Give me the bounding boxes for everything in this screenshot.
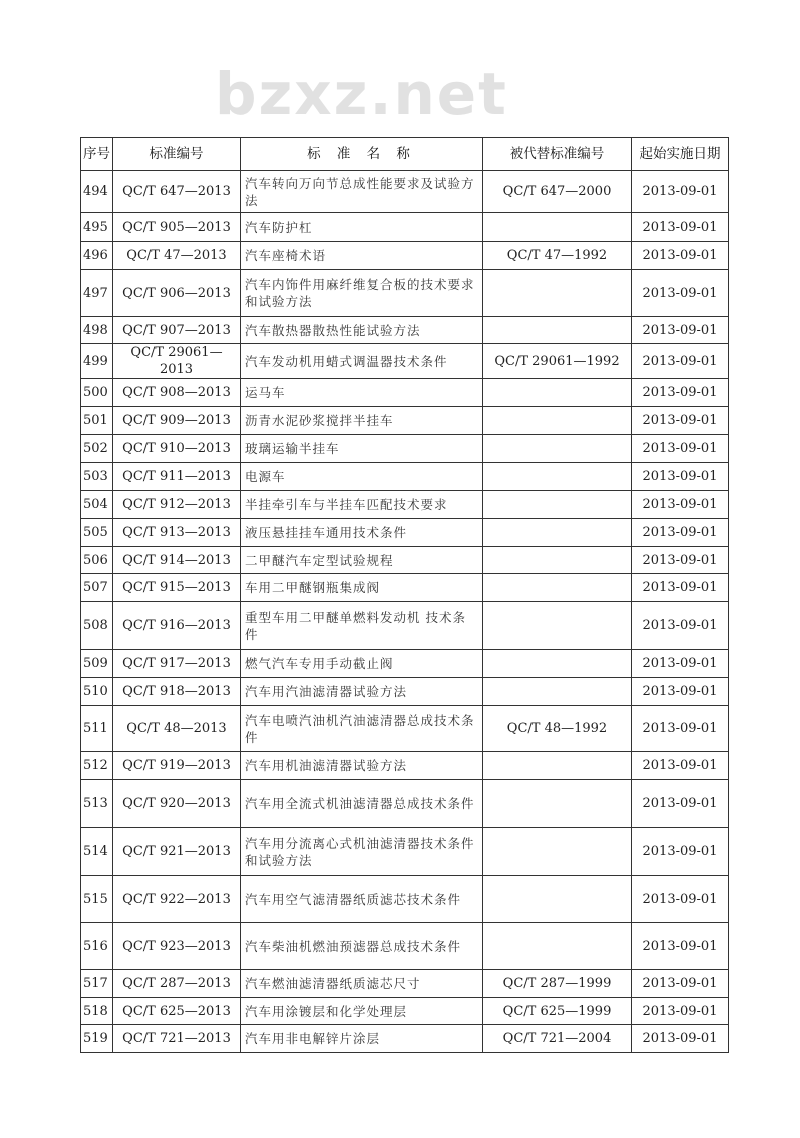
effective-date: 2013-09-01 — [632, 780, 729, 828]
table-row — [81, 242, 729, 270]
row-number: 497 — [81, 270, 113, 317]
row-number: 500 — [81, 379, 113, 407]
standard-code: QC/T 915—2013 — [113, 574, 241, 602]
standard-name: 汽车转向万向节总成性能要求及试验方法 — [241, 171, 483, 213]
standard-name: 半挂牵引车与半挂车匹配技术要求 — [241, 491, 483, 519]
standard-code: QC/T 906—2013 — [113, 270, 241, 317]
row-number: 519 — [81, 1025, 113, 1053]
table-row — [81, 970, 729, 998]
effective-date: 2013-09-01 — [632, 242, 729, 270]
table-row — [81, 491, 729, 519]
standard-code: QC/T 921—2013 — [113, 828, 241, 876]
effective-date: 2013-09-01 — [632, 463, 729, 491]
standard-code: QC/T 47—2013 — [113, 242, 241, 270]
replaced-standard: QC/T 647—2000 — [483, 171, 632, 213]
standard-name: 燃气汽车专用手动截止阀 — [241, 650, 483, 678]
row-number: 518 — [81, 998, 113, 1025]
row-number: 512 — [81, 752, 113, 780]
effective-date: 2013-09-01 — [632, 171, 729, 213]
standard-name: 汽车电喷汽油机汽油滤清器总成技术条件 — [241, 706, 483, 752]
replaced-standard — [483, 923, 632, 970]
row-number: 505 — [81, 519, 113, 547]
effective-date: 2013-09-01 — [632, 923, 729, 970]
table-row — [81, 923, 729, 970]
row-number: 503 — [81, 463, 113, 491]
table-row — [81, 650, 729, 678]
effective-date: 2013-09-01 — [632, 998, 729, 1025]
replaced-standard: QC/T 287—1999 — [483, 970, 632, 998]
standard-name: 汽车用分流离心式机油滤清器技术条件和试验方法 — [241, 828, 483, 876]
table-row — [81, 379, 729, 407]
standard-code: QC/T 922—2013 — [113, 876, 241, 923]
table-row — [81, 435, 729, 463]
row-number: 494 — [81, 171, 113, 213]
row-number: 511 — [81, 706, 113, 752]
replaced-standard — [483, 828, 632, 876]
table-header-row — [81, 138, 729, 171]
standard-name: 汽车防护杠 — [241, 213, 483, 242]
table-row — [81, 344, 729, 379]
standard-name: 汽车内饰件用麻纤维复合板的技术要求和试验方法 — [241, 270, 483, 317]
row-number: 515 — [81, 876, 113, 923]
effective-date: 2013-09-01 — [632, 706, 729, 752]
standard-code: QC/T 647—2013 — [113, 171, 241, 213]
row-number: 507 — [81, 574, 113, 602]
effective-date: 2013-09-01 — [632, 317, 729, 344]
effective-date: 2013-09-01 — [632, 547, 729, 574]
row-number: 495 — [81, 213, 113, 242]
table-row — [81, 574, 729, 602]
table-body — [81, 171, 729, 1053]
table-row — [81, 998, 729, 1025]
standard-code: QC/T 721—2013 — [113, 1025, 241, 1053]
standard-name: 沥青水泥砂浆搅拌半挂车 — [241, 407, 483, 435]
table-row — [81, 678, 729, 706]
header-replaces: 被代替标准编号 — [483, 138, 632, 171]
replaced-standard: QC/T 625—1999 — [483, 998, 632, 1025]
standard-code: QC/T 907—2013 — [113, 317, 241, 344]
standard-name: 汽车座椅术语 — [241, 242, 483, 270]
replaced-standard — [483, 780, 632, 828]
table-row — [81, 547, 729, 574]
replaced-standard — [483, 317, 632, 344]
standard-code: QC/T 919—2013 — [113, 752, 241, 780]
standard-name: 汽车燃油滤清器纸质滤芯尺寸 — [241, 970, 483, 998]
replaced-standard — [483, 213, 632, 242]
standard-name: 汽车发动机用蜡式调温器技术条件 — [241, 344, 483, 379]
standard-name: 汽车散热器散热性能试验方法 — [241, 317, 483, 344]
effective-date: 2013-09-01 — [632, 970, 729, 998]
effective-date: 2013-09-01 — [632, 602, 729, 650]
effective-date: 2013-09-01 — [632, 379, 729, 407]
row-number: 502 — [81, 435, 113, 463]
standard-name: 汽车柴油机燃油预滤器总成技术条件 — [241, 923, 483, 970]
row-number: 501 — [81, 407, 113, 435]
row-number: 514 — [81, 828, 113, 876]
replaced-standard: QC/T 29061—1992 — [483, 344, 632, 379]
row-number: 499 — [81, 344, 113, 379]
effective-date: 2013-09-01 — [632, 828, 729, 876]
standard-name: 车用二甲醚钢瓶集成阀 — [241, 574, 483, 602]
table-row — [81, 519, 729, 547]
replaced-standard: QC/T 47—1992 — [483, 242, 632, 270]
replaced-standard — [483, 602, 632, 650]
row-number: 496 — [81, 242, 113, 270]
replaced-standard — [483, 491, 632, 519]
watermark: bzxz.net — [215, 60, 508, 128]
row-number: 498 — [81, 317, 113, 344]
effective-date: 2013-09-01 — [632, 519, 729, 547]
table-row — [81, 463, 729, 491]
table-row — [81, 1025, 729, 1053]
table-row — [81, 752, 729, 780]
effective-date: 2013-09-01 — [632, 1025, 729, 1053]
standards-table — [80, 137, 729, 1053]
table-row — [81, 317, 729, 344]
standard-code: QC/T 911—2013 — [113, 463, 241, 491]
effective-date: 2013-09-01 — [632, 752, 729, 780]
replaced-standard — [483, 752, 632, 780]
effective-date: 2013-09-01 — [632, 650, 729, 678]
row-number: 516 — [81, 923, 113, 970]
row-number: 504 — [81, 491, 113, 519]
standard-name: 汽车用汽油滤清器试验方法 — [241, 678, 483, 706]
effective-date: 2013-09-01 — [632, 435, 729, 463]
table-row — [81, 213, 729, 242]
replaced-standard — [483, 379, 632, 407]
standard-code: QC/T 920—2013 — [113, 780, 241, 828]
replaced-standard — [483, 463, 632, 491]
standard-code: QC/T 923—2013 — [113, 923, 241, 970]
standard-name: 汽车用机油滤清器试验方法 — [241, 752, 483, 780]
effective-date: 2013-09-01 — [632, 574, 729, 602]
table-row — [81, 270, 729, 317]
row-number: 510 — [81, 678, 113, 706]
standard-name: 汽车用非电解锌片涂层 — [241, 1025, 483, 1053]
row-number: 508 — [81, 602, 113, 650]
standard-name: 二甲醚汽车定型试验规程 — [241, 547, 483, 574]
replaced-standard — [483, 547, 632, 574]
standard-code: QC/T 625—2013 — [113, 998, 241, 1025]
standard-code: QC/T 905—2013 — [113, 213, 241, 242]
standard-code: QC/T 916—2013 — [113, 602, 241, 650]
standard-code: QC/T 29061—2013 — [113, 344, 241, 379]
replaced-standard — [483, 678, 632, 706]
row-number: 506 — [81, 547, 113, 574]
standard-name: 重型车用二甲醚单燃料发动机 技术条件 — [241, 602, 483, 650]
replaced-standard — [483, 270, 632, 317]
standard-name: 液压悬挂挂车通用技术条件 — [241, 519, 483, 547]
row-number: 509 — [81, 650, 113, 678]
effective-date: 2013-09-01 — [632, 876, 729, 923]
replaced-standard — [483, 574, 632, 602]
standard-code: QC/T 918—2013 — [113, 678, 241, 706]
standard-name: 电源车 — [241, 463, 483, 491]
replaced-standard — [483, 435, 632, 463]
replaced-standard: QC/T 48—1992 — [483, 706, 632, 752]
header-code: 标准编号 — [113, 138, 241, 171]
effective-date: 2013-09-01 — [632, 407, 729, 435]
standard-code: QC/T 909—2013 — [113, 407, 241, 435]
standard-code: QC/T 287—2013 — [113, 970, 241, 998]
table-row — [81, 171, 729, 213]
header-name: 标 准 名 称 — [241, 138, 483, 171]
row-number: 513 — [81, 780, 113, 828]
standard-name: 玻璃运输半挂车 — [241, 435, 483, 463]
effective-date: 2013-09-01 — [632, 678, 729, 706]
standard-name: 运马车 — [241, 379, 483, 407]
effective-date: 2013-09-01 — [632, 213, 729, 242]
table-row — [81, 876, 729, 923]
replaced-standard — [483, 650, 632, 678]
table-row — [81, 780, 729, 828]
effective-date: 2013-09-01 — [632, 270, 729, 317]
table-row — [81, 602, 729, 650]
replaced-standard — [483, 876, 632, 923]
table-row — [81, 828, 729, 876]
replaced-standard — [483, 407, 632, 435]
replaced-standard: QC/T 721—2004 — [483, 1025, 632, 1053]
header-date: 起始实施日期 — [632, 138, 729, 171]
standard-code: QC/T 48—2013 — [113, 706, 241, 752]
table-row — [81, 706, 729, 752]
standard-code: QC/T 912—2013 — [113, 491, 241, 519]
standard-code: QC/T 910—2013 — [113, 435, 241, 463]
standard-name: 汽车用空气滤清器纸质滤芯技术条件 — [241, 876, 483, 923]
standard-code: QC/T 908—2013 — [113, 379, 241, 407]
standard-name: 汽车用涂镀层和化学处理层 — [241, 998, 483, 1025]
effective-date: 2013-09-01 — [632, 491, 729, 519]
standard-code: QC/T 913—2013 — [113, 519, 241, 547]
table-row — [81, 407, 729, 435]
replaced-standard — [483, 519, 632, 547]
effective-date: 2013-09-01 — [632, 344, 729, 379]
header-no: 序号 — [81, 138, 113, 171]
standard-code: QC/T 914—2013 — [113, 547, 241, 574]
standard-name: 汽车用全流式机油滤清器总成技术条件 — [241, 780, 483, 828]
row-number: 517 — [81, 970, 113, 998]
standard-code: QC/T 917—2013 — [113, 650, 241, 678]
